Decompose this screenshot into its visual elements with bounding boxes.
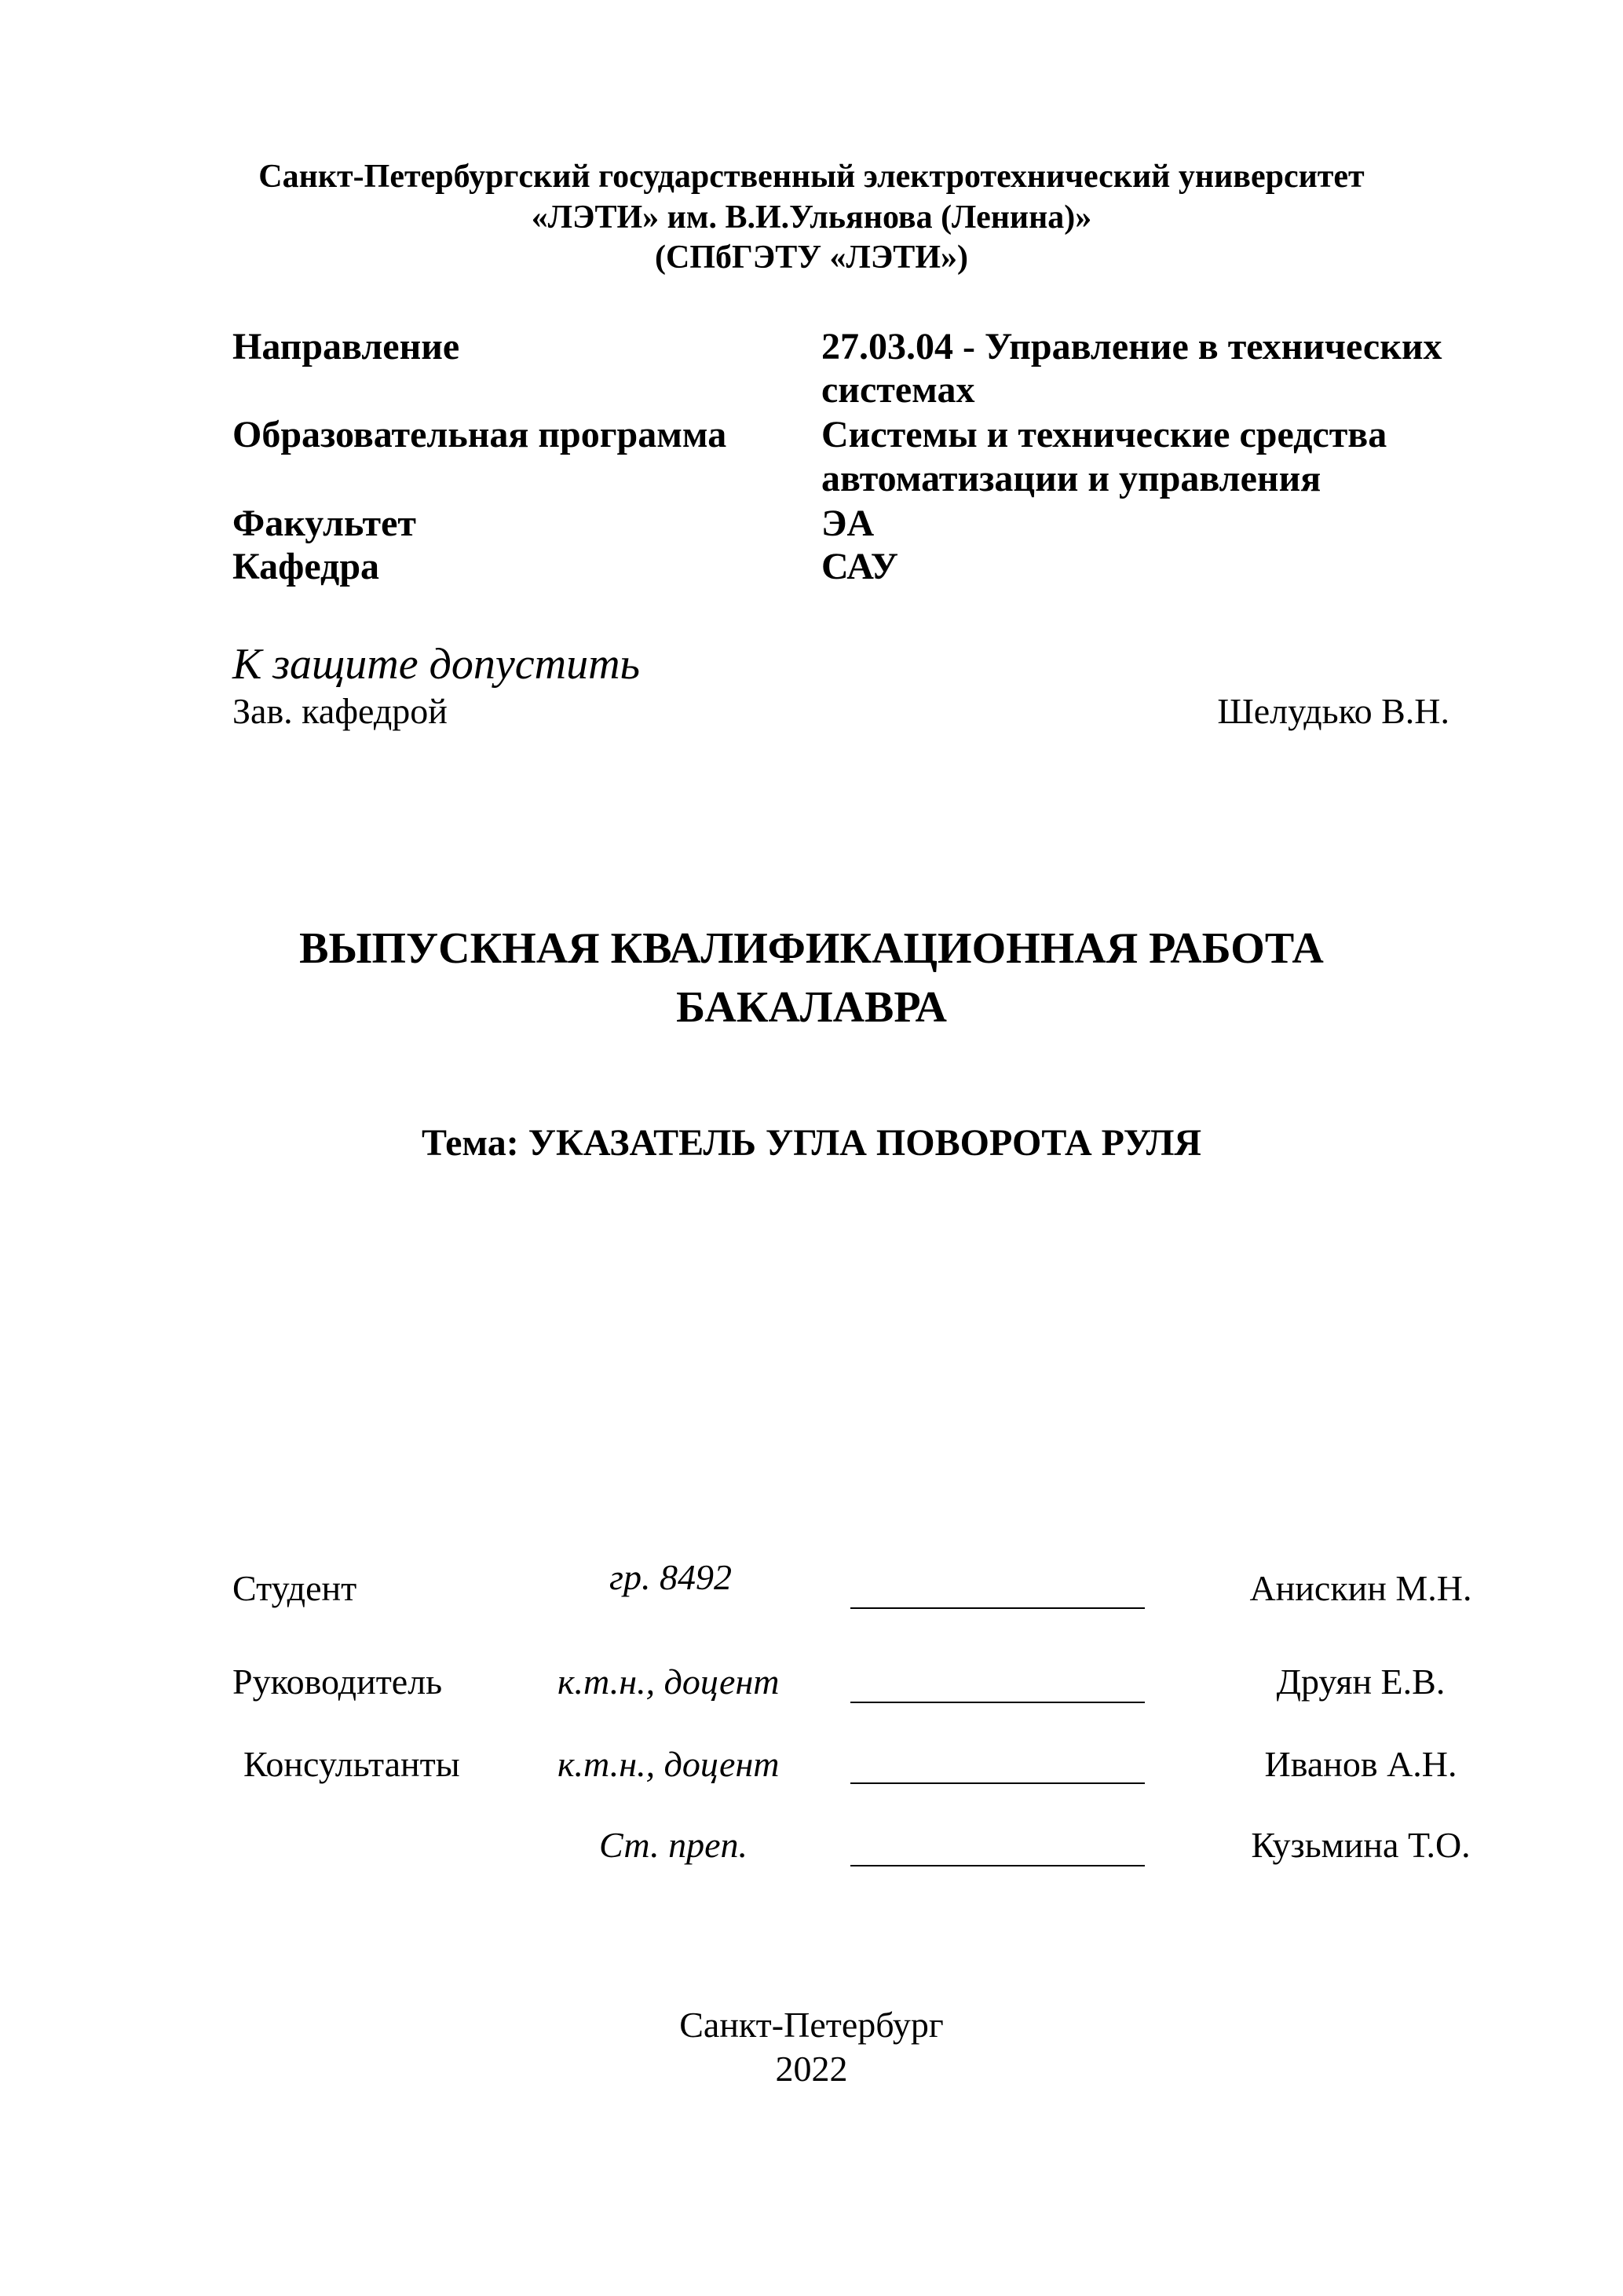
signature-name: Анискин М.Н. xyxy=(1249,1568,1472,1608)
approval-role: Зав. кафедрой xyxy=(232,691,448,731)
department-label: Кафедра xyxy=(232,546,380,587)
direction-value-cont: системах xyxy=(821,369,975,411)
signature-detail: гр. 8492 xyxy=(609,1557,732,1597)
approval-name: Шелудько В.Н. xyxy=(1217,691,1449,731)
signature-role: Руководитель xyxy=(232,1662,443,1702)
signature-detail: Ст. преп. xyxy=(599,1825,748,1865)
signature-role: Студент xyxy=(232,1568,357,1608)
signature-line xyxy=(850,1702,1145,1703)
direction-label: Направление xyxy=(232,326,460,367)
work-title-line2: БАКАЛАВРА xyxy=(676,983,947,1032)
signature-line xyxy=(850,1607,1145,1609)
university-abbr: (СПбГЭТУ «ЛЭТИ») xyxy=(655,239,968,276)
signature-name: Кузьмина Т.О. xyxy=(1251,1825,1471,1865)
program-label: Образовательная программа xyxy=(232,414,727,455)
signature-line xyxy=(850,1865,1145,1866)
footer-city: Санкт-Петербург xyxy=(679,2005,944,2045)
university-name-line2: «ЛЭТИ» им. В.И.Ульянова (Ленина)» xyxy=(531,199,1092,236)
work-topic: Тема: УКАЗАТЕЛЬ УГЛА ПОВОРОТА РУЛЯ xyxy=(421,1122,1202,1164)
work-title-line1: ВЫПУСКНАЯ КВАЛИФИКАЦИОННАЯ РАБОТА xyxy=(299,924,1324,973)
program-value-cont: автоматизации и управления xyxy=(821,458,1321,499)
signature-name: Друян Е.В. xyxy=(1276,1662,1446,1702)
department-value: САУ xyxy=(821,546,898,587)
faculty-value: ЭА xyxy=(821,503,875,544)
signature-role: Консультанты xyxy=(243,1744,460,1784)
program-value: Системы и технические средства xyxy=(821,414,1387,455)
university-name: Санкт-Петербургский государственный электротехнический университет xyxy=(258,159,1365,195)
footer-year: 2022 xyxy=(775,2049,848,2089)
approval-title: К защите допустить xyxy=(232,640,641,689)
signature-detail: к.т.н., доцент xyxy=(557,1744,780,1784)
faculty-label: Факультет xyxy=(232,503,416,544)
signature-detail: к.т.н., доцент xyxy=(557,1662,780,1702)
signature-name: Иванов А.Н. xyxy=(1264,1744,1457,1784)
direction-value: 27.03.04 - Управление в технических xyxy=(821,326,1442,367)
signature-line xyxy=(850,1782,1145,1784)
